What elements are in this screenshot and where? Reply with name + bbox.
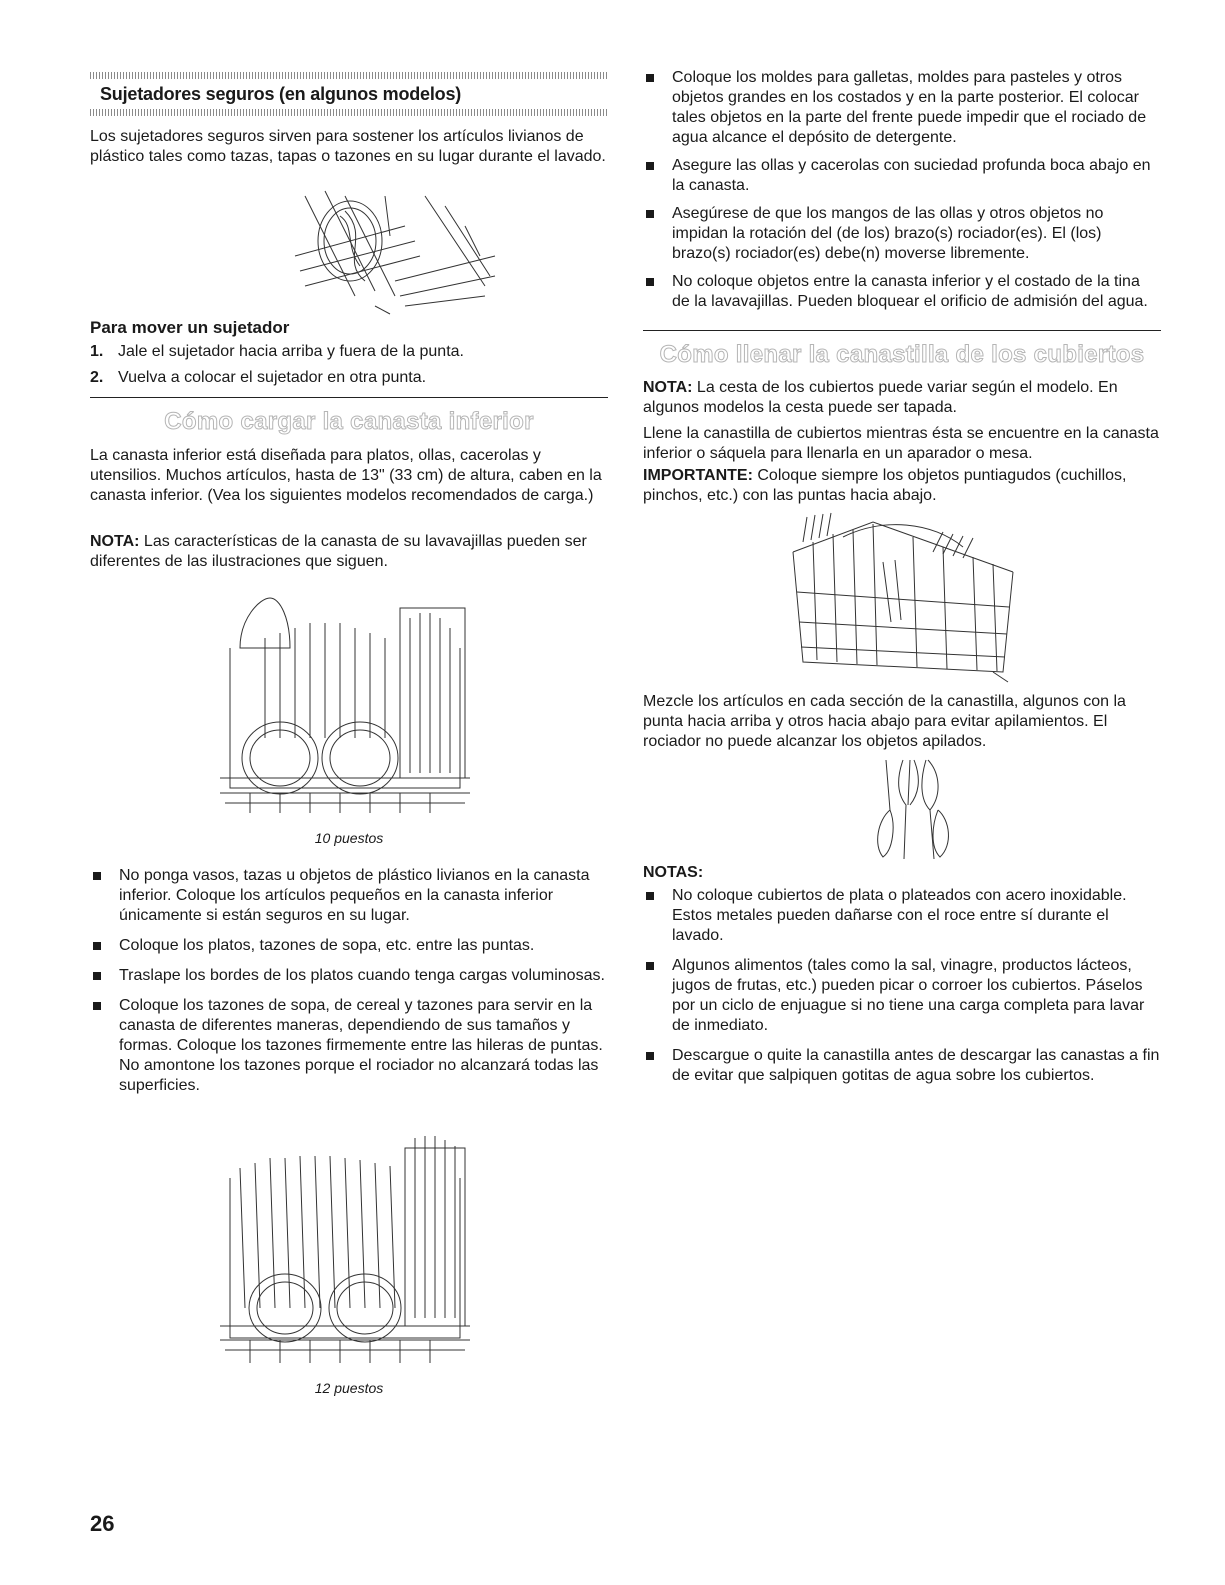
fasteners-heading: Sujetadores seguros (en algunos modelos) — [100, 84, 462, 104]
cutlery-para: Llene la canastilla de cubiertos mientras ésta se encuentre en la canasta inferior o sáquela para llenarla en un aparador o mesa. — [643, 425, 1159, 462]
fasteners-intro: Los sujetadores seguros sirven para sostener los artículos livianos de plástico tales como tazas, tapas o tazones en su lugar durante el lavado. — [90, 128, 606, 165]
lower-rack-note: NOTA: Las características de la canasta de su lavavajillas pueden ser diferentes de las ilustraciones que siguen. — [90, 533, 587, 570]
notes-heading: NOTAS: — [643, 864, 704, 881]
notes-bullets — [643, 886, 1161, 1086]
bullet-square-icon — [93, 942, 101, 950]
bullet-item: Algunos alimentos (tales como la sal, vinagre, productos lácteos, jugos de frutas, etc.) pueden picar o corroer los cubiertos. Páselos por un ciclo de enjuague si no tiene una carga completa para lavar de inmediato. — [643, 956, 1161, 1036]
cutlery-important: IMPORTANTE: Coloque siempre los objetos puntiagudos (cuchillos, pinchos, etc.) con las puntas hacia abajo. — [643, 467, 1127, 504]
section-divider — [90, 397, 608, 398]
bullet-item: No coloque objetos entre la canasta inferior y el costado de la tina de la lavavajillas. Pueden bloquear el orificio de admisión del agua. — [643, 272, 1161, 312]
move-fastener-heading: Para mover un sujetador — [90, 318, 290, 337]
bullet-square-icon — [646, 162, 654, 170]
bullet-item: Traslape los bordes de los platos cuando tenga cargas voluminosas. — [90, 966, 608, 986]
bullet-item: Asegure las ollas y cacerolas con suciedad profunda boca abajo en la canasta. — [643, 156, 1161, 196]
lower-rack-bullets — [90, 866, 608, 1096]
page-number: 26 — [90, 1511, 115, 1536]
bullet-item: Asegúrese de que los mangos de las ollas y otros objetos no impidan la rotación del (de los) brazo(s) rociador(es). El (los) brazo(s) rociador(es) debe(n) moverse libremente. — [643, 204, 1161, 264]
rack-12-place-illustration — [220, 1128, 470, 1373]
caption-10-place: 10 puestos — [314, 830, 384, 846]
cutlery-basket-illustration — [783, 512, 1023, 687]
bullet-item: Coloque los moldes para galletas, moldes para pasteles y otros objetos grandes en los costados y en la parte posterior. El colocar tales objetos en la parte del frente puede impedir que el rociado de agua alcance el depósito de detergente. — [643, 68, 1161, 148]
bullet-square-icon — [646, 1052, 654, 1060]
move-steps — [90, 342, 608, 388]
bullet-item: Descargue o quite la canastilla antes de descargar las canastas a fin de evitar que salpiquen gotitas de agua sobre los cubiertos. — [643, 1046, 1161, 1086]
loading-bullets — [643, 68, 1161, 312]
bullet-item: Coloque los platos, tazones de sopa, etc. entre las puntas. — [90, 936, 608, 956]
bullet-square-icon — [646, 892, 654, 900]
cutlery-mix-para: Mezcle los artículos en cada sección de la canastilla, algunos con la punta hacia arriba y otros hacia abajo para evitar apilamientos. El rociador no puede alcanzar los objetos apilados. — [643, 693, 1126, 750]
step-item: 1. Jale el sujetador hacia arriba y fuera de la punta. — [90, 343, 464, 360]
rack-10-place-illustration — [220, 588, 470, 820]
hatch-rule-bottom — [90, 109, 608, 116]
cutlery-orientation-illustration — [868, 755, 958, 865]
bullet-item: No coloque cubiertos de plata o plateados con acero inoxidable. Estos metales pueden dañarse con el roce entre sí durante el lavado. — [643, 886, 1161, 946]
step-item: 2. Vuelva a colocar el sujetador en otra punta. — [90, 369, 427, 386]
fastener-illustration — [285, 186, 500, 318]
bullet-square-icon — [93, 972, 101, 980]
cutlery-heading: Cómo llenar la canastilla de los cubiertos — [659, 341, 1145, 368]
bullet-square-icon — [646, 74, 654, 82]
section-divider — [643, 330, 1161, 331]
bullet-square-icon — [93, 872, 101, 880]
bullet-square-icon — [646, 210, 654, 218]
bullet-item: No ponga vasos, tazas u objetos de plástico livianos en la canasta inferior. Coloque los artículos pequeños en la canasta inferior únicamente si están seguros en su lugar. — [90, 866, 608, 926]
cutlery-note: NOTA: La cesta de los cubiertos puede variar según el modelo. En algunos modelos la cesta puede ser tapada. — [643, 379, 1118, 416]
bullet-square-icon — [93, 1002, 101, 1010]
fasteners-heading-box — [90, 72, 608, 116]
bullet-square-icon — [646, 278, 654, 286]
lower-rack-heading: Cómo cargar la canasta inferior — [164, 408, 534, 435]
lower-rack-intro: La canasta inferior está diseñada para platos, ollas, cacerolas y utensilios. Muchos artículos, hasta de 13" (33 cm) de altura, caben en la canasta inferior. (Vea los siguientes modelos recomendados de carga.) — [90, 447, 602, 504]
caption-12-place: 12 puestos — [314, 1380, 384, 1396]
hatch-rule-top — [90, 72, 608, 79]
bullet-square-icon — [646, 962, 654, 970]
bullet-item: Coloque los tazones de sopa, de cereal y tazones para servir en la canasta de diferentes maneras, dependiendo de sus tamaños y formas. Coloque los tazones firmemente entre las hileras de puntas. No amontone los tazones porque el rociador no alcanzará todas las superficies. — [90, 996, 608, 1096]
